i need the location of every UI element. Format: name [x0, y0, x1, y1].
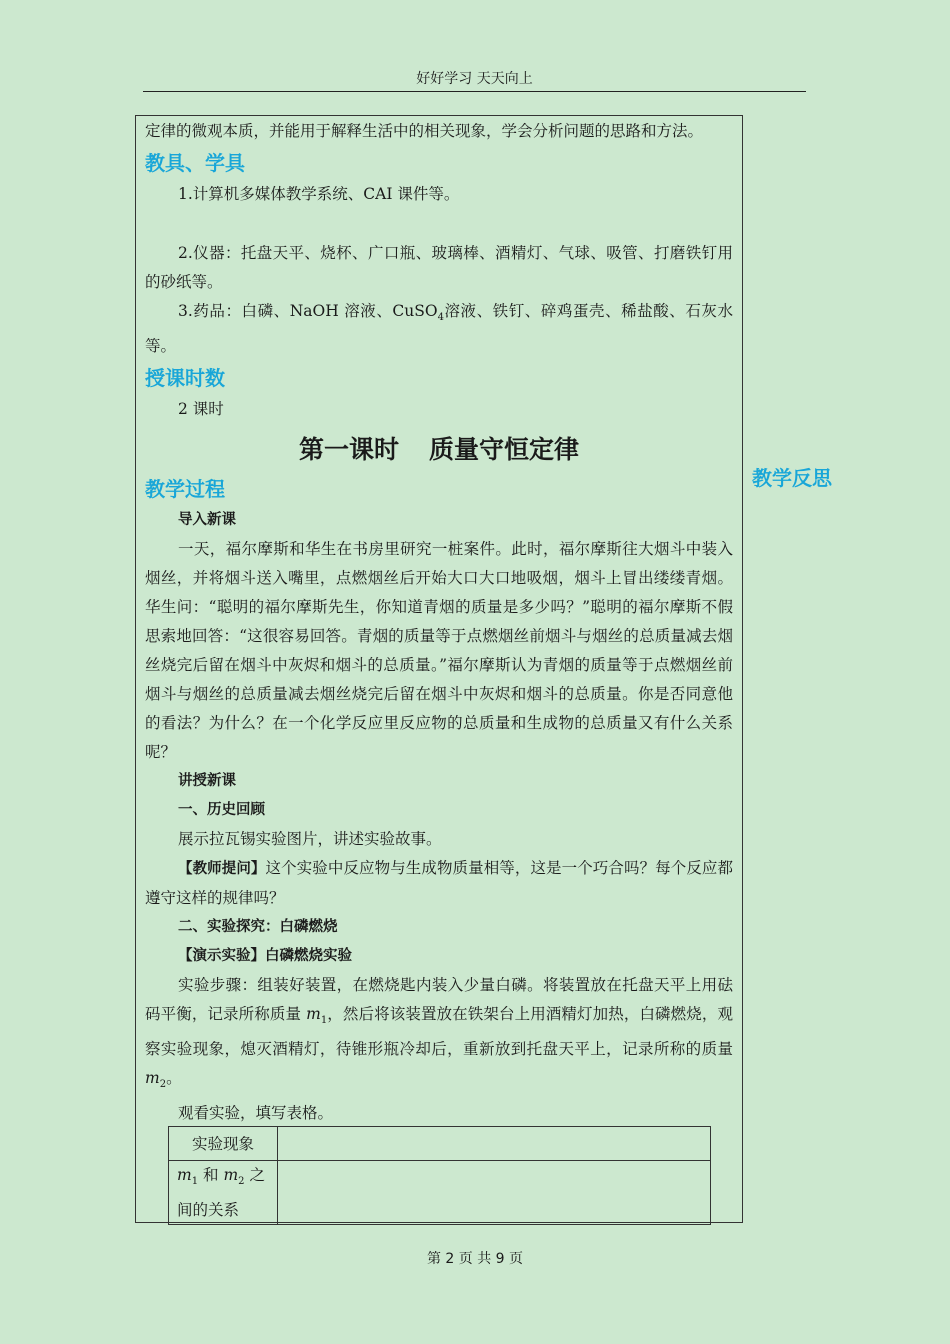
part1-title: 一、历史回顾: [178, 802, 265, 819]
intro-label: 导入新课: [178, 512, 236, 529]
tools-item-3: [145, 297, 733, 361]
intro-text: 一天，福尔摩斯和华生在书房里研究一桩案件。此时，福尔摩斯往大烟斗中装入烟丝，并将烟斗送入嘴里，点燃烟丝后开始大口大口地吸烟，烟斗上冒出缕缕青烟。华生问：“聪明的福尔摩斯先生，你知道青烟的质量是多少吗？”聪明的福尔摩斯不假思索地回答：“这很容易回答。青烟的质量等于点燃烟丝前烟斗与烟丝的总质量减去烟丝烧完后留在烟斗中灰烬和烟斗的总质量。”福尔摩斯认为青烟的质量等于点燃烟丝前烟斗与烟丝的总质量减去烟丝烧完后留在烟斗中灰烬和烟斗的总质量。你是否同意他的看法？为什么？在一个化学反应里反应物的总质量和生成物的总质量又有什么关系呢？: [145, 540, 733, 762]
subscript: 2: [159, 1079, 167, 1091]
intro-tail: 定律的微观本质，并能用于解释生活中的相关现象，学会分析问题的思路和方法。: [145, 122, 704, 140]
hours-heading: 授课时数: [145, 366, 225, 391]
table-cell-relation[interactable]: [278, 1161, 711, 1225]
hours-value: 2 课时: [178, 400, 224, 419]
spacer: [145, 209, 733, 239]
table-row: [169, 1127, 711, 1161]
tools-item-2: 2.仪器：托盘天平、烧杯、广口瓶、玻璃棒、酒精灯、气球、吸管、打磨铁钉用的砂纸等。: [145, 244, 733, 291]
part2-title: 二、实验探究：白磷燃烧: [178, 919, 338, 936]
var-m: m: [177, 1166, 192, 1184]
tools-item-3-text-b: 溶液、铁钉、碎鸡蛋壳、稀盐酸、石灰水等。: [145, 302, 733, 356]
tools-item-1: 1.计算机多媒体教学系统、CAI 课件等。: [178, 185, 460, 203]
demo-label: 【演示实验】白磷燃烧实验: [178, 948, 352, 965]
observe-text: 观看实验，填写表格。: [178, 1104, 334, 1123]
subscript: 2: [238, 1176, 245, 1188]
steps-text-c: 。: [166, 1069, 182, 1088]
question-text: 这个实验中反应物与生成物质量相等，这是一个巧合吗？每个反应都遵守这样的规律吗？: [145, 859, 733, 908]
subscript: 4: [437, 312, 444, 324]
tools-heading: 教具、学具: [145, 151, 245, 175]
table-label-phenomenon: 实验现象: [169, 1127, 278, 1161]
observation-table: [168, 1126, 711, 1225]
steps-text-b: ，然后将该装置放在铁架台上用酒精灯加热，白磷燃烧，观察实验现象，熄灭酒精灯，待锥形瓶冷却后，重新放到托盘天平上，记录所称的质量: [145, 1005, 733, 1059]
lesson-title-right: 质量守恒定律: [429, 435, 580, 465]
relation-text: 之间的关系: [177, 1166, 265, 1220]
page-footer: 第 2 页 共 9 页: [426, 1251, 524, 1267]
part1-text: 展示拉瓦锡实验图片，讲述实验故事。: [178, 830, 442, 849]
reflection-heading: 教学反思: [752, 466, 832, 490]
lesson-title-left: 第一课时: [298, 435, 399, 465]
page-header: 好好学习 天天向上: [143, 68, 806, 92]
table-row: [169, 1161, 711, 1225]
and-text: 和: [198, 1166, 224, 1184]
subscript: 1: [191, 1176, 199, 1188]
table-label-relation: [169, 1161, 278, 1225]
var-m: m: [223, 1166, 239, 1184]
subscript: 1: [320, 1015, 328, 1027]
experiment-steps: [145, 971, 733, 1099]
var-m: m: [145, 1069, 160, 1088]
lesson-title: [145, 430, 733, 470]
main-content: [145, 117, 733, 1128]
var-m: m: [306, 1005, 321, 1024]
steps-text-a: 实验步骤：组装好装置，在燃烧匙内装入少量白磷。将装置放在托盘天平上用砝码平衡，记录所称质量: [145, 976, 733, 1024]
new-lesson-label: 讲授新课: [178, 773, 236, 790]
question-label: 【教师提问】: [178, 861, 266, 878]
tools-item-3-text-a: 3.药品：白磷、NaOH 溶液、CuSO: [178, 302, 438, 320]
process-heading: 教学过程: [145, 477, 225, 502]
teacher-question: [145, 854, 733, 913]
table-cell-phenomenon[interactable]: [278, 1127, 711, 1161]
